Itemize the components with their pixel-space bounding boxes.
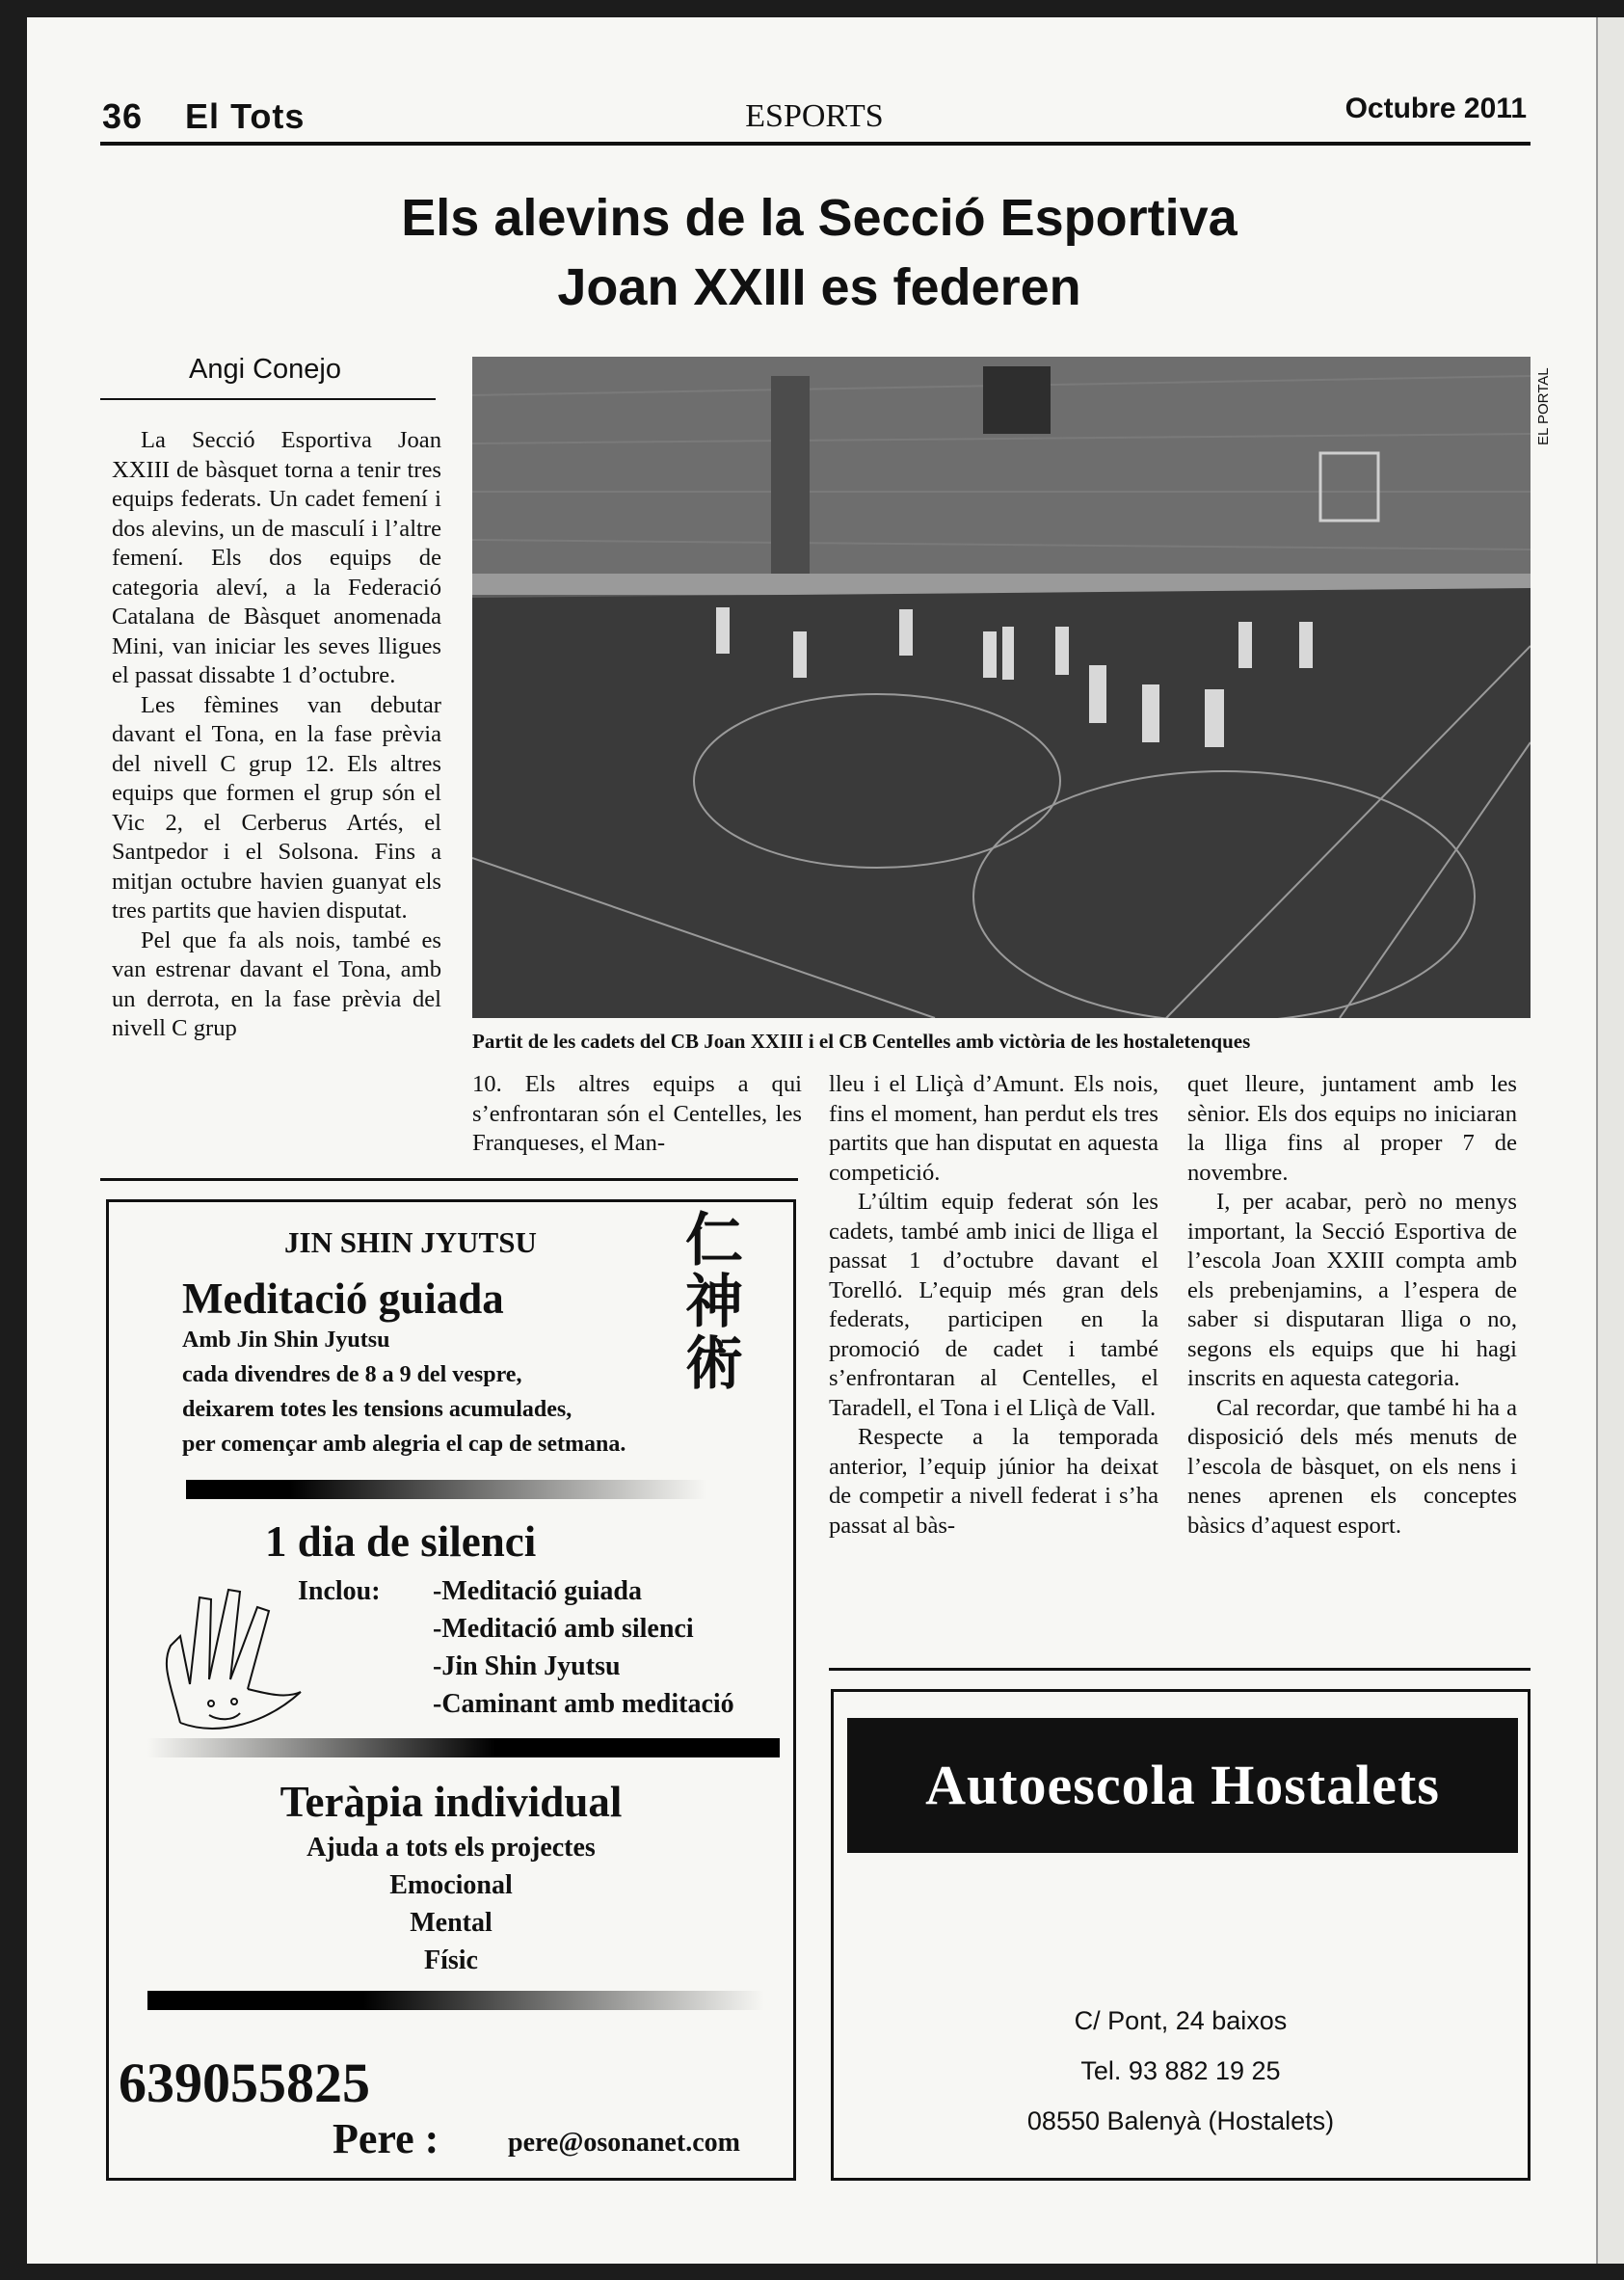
paragraph: Pel que fa als nois, també es van estrenar davant el Tona, amb un derrota, en la fase prèvia del nivell C grup (112, 926, 441, 1041)
photo-caption: Partit de les cadets del CB Joan XXIII i el CB Centelles amb victòria de les hostaletenques (472, 1030, 1251, 1053)
page-number: 36 (102, 96, 144, 136)
next-page-edge (1596, 17, 1624, 2264)
includes-item: -Meditació guiada (433, 1576, 642, 1606)
ad-phone: 639055825 (119, 2052, 370, 2114)
kanji-char: 仁 (685, 1207, 743, 1274)
issue-date: Octubre 2011 (1344, 93, 1527, 124)
paragraph: La Secció Esportiva Joan XXIII de bàsquet torna a tenir tres equips federats. Un cadet femení i dos alevins, un de masculí i l’altre femení. Els dos equips de categoria aleví, a la Federació Catalana de Bàsquet anomenada Mini, van iniciar les seves lligues el passat dissabte 1 d’octubre. (112, 427, 441, 688)
article-column-2 (472, 1070, 802, 1159)
column-end-rule (100, 1178, 798, 1181)
paragraph: I, per acabar, però no menys important, la Secció Esportiva de l’escola Joan XXIII compta amb els prebenjamins, a l’espera de saber si disputaran lliga o no, segons els equips que hi hagi inscrits en aquesta categoria. (1187, 1189, 1517, 1391)
ad-heading: JIN SHIN JYUTSU (284, 1225, 537, 1259)
article-column-3 (829, 1070, 1158, 1541)
ad-address: C/ Pont, 24 baixos (1074, 2006, 1288, 2035)
ad-line: Amb Jin Shin Jyutsu (182, 1328, 390, 1353)
paragraph: lleu i el Lliçà d’Amunt. Els nois, fins el moment, han perdut els tres partits que han disputat en aquesta competició. (829, 1071, 1158, 1186)
ad-city: 08550 Balenyà (Hostalets) (1026, 2106, 1335, 2135)
paragraph: quet lleure, juntament amb les sènior. Els dos equips no iniciaran la lliga fins al proper 7 de novembre. (1187, 1071, 1517, 1186)
paragraph: Respecte a la temporada anterior, l’equip júnior ha deixat de competir a nivell federat i s’ha passat al bàs- (829, 1424, 1158, 1539)
header-rule (100, 142, 1531, 146)
gradient-bar (186, 1480, 706, 1499)
author-byline: Angi Conejo (189, 354, 341, 385)
includes-label: Inclou: (298, 1576, 381, 1606)
paragraph: 10. Els altres equips a qui s’enfrontaran són el Centelles, les Franqueses, el Man- (472, 1071, 802, 1156)
article-column-1 (112, 426, 441, 1044)
ad-title-meditacio: Meditació guiada (182, 1274, 504, 1323)
includes-item: -Caminant amb meditació (433, 1689, 734, 1719)
hand-drawing-icon (142, 1578, 315, 1732)
jin-shin-jyutsu-ad (106, 1199, 796, 2181)
gradient-bar (147, 1991, 764, 2010)
article-title (318, 183, 1320, 322)
autoescola-logo: Autoescola Hostalets (847, 1718, 1518, 1853)
autoescola-ad (831, 1689, 1531, 2181)
title-line-2: Joan XXIII es federen (557, 258, 1081, 316)
includes-item: -Jin Shin Jyutsu (433, 1651, 621, 1681)
paragraph: Les fèmines van debutar davant el Tona, en la fase prèvia del nivell C grup 12. Els altres equips que formen el grup són el Vic 2, el Cerberus Artés, el Santpedor i el Solsona. Fins a mitjan octubre havien guanyat els tres partits que havien disputat. (112, 691, 441, 924)
basketball-photo (472, 357, 1531, 1018)
article-column-4 (1187, 1070, 1517, 1541)
paragraph: L’últim equip federat són les cadets, també amb inici de lliga el passat 1 d’octubre davant el Torelló. L’equip més gran dels federats, participen en la promoció de cadet i també s’enfrontaran al Centelles, el Taradell, el Tona i el Lliçà de Vall. (829, 1189, 1158, 1421)
kanji-calligraphy (676, 1207, 753, 1398)
section-name: ESPORTS (745, 98, 884, 134)
publication-name: El Tots (185, 96, 306, 136)
area-item: Emocional (389, 1870, 513, 1900)
kanji-char: 術 (685, 1330, 743, 1398)
title-line-1: Els alevins de la Secció Esportiva (401, 189, 1238, 247)
ad-line: cada divendres de 8 a 9 del vespre, (182, 1362, 522, 1387)
includes-item: -Meditació amb silenci (433, 1614, 694, 1644)
ad-title-silenci: 1 dia de silenci (265, 1517, 537, 1566)
gradient-bar (147, 1738, 780, 1757)
page-header-left (102, 96, 305, 137)
ad-title-terapia: Teràpia individual (280, 1778, 623, 1826)
paragraph: Cal recordar, que també hi ha a disposició dels més menuts de l’escola de bàsquet, on els nens i nenes aprenen els conceptes bàsics d’aquest esport. (1187, 1394, 1517, 1539)
contact-name: Pere : (333, 2115, 439, 2162)
ad-line: deixarem totes les tensions acumulades, (182, 1397, 572, 1422)
ad-line: Ajuda a tots els projectes (306, 1833, 596, 1863)
ad-line: per començar amb alegria el cap de setmana. (182, 1432, 626, 1457)
area-item: Mental (410, 1908, 493, 1938)
ad-phone: Tel. 93 882 19 25 (1080, 2056, 1281, 2085)
column-end-rule (829, 1668, 1531, 1671)
contact-email: pere@osonanet.com (508, 2128, 740, 2158)
area-item: Físic (424, 1945, 478, 1975)
kanji-char: 神 (685, 1269, 743, 1336)
photo-credit: EL PORTAL (1535, 367, 1552, 445)
byline-rule (100, 398, 436, 400)
